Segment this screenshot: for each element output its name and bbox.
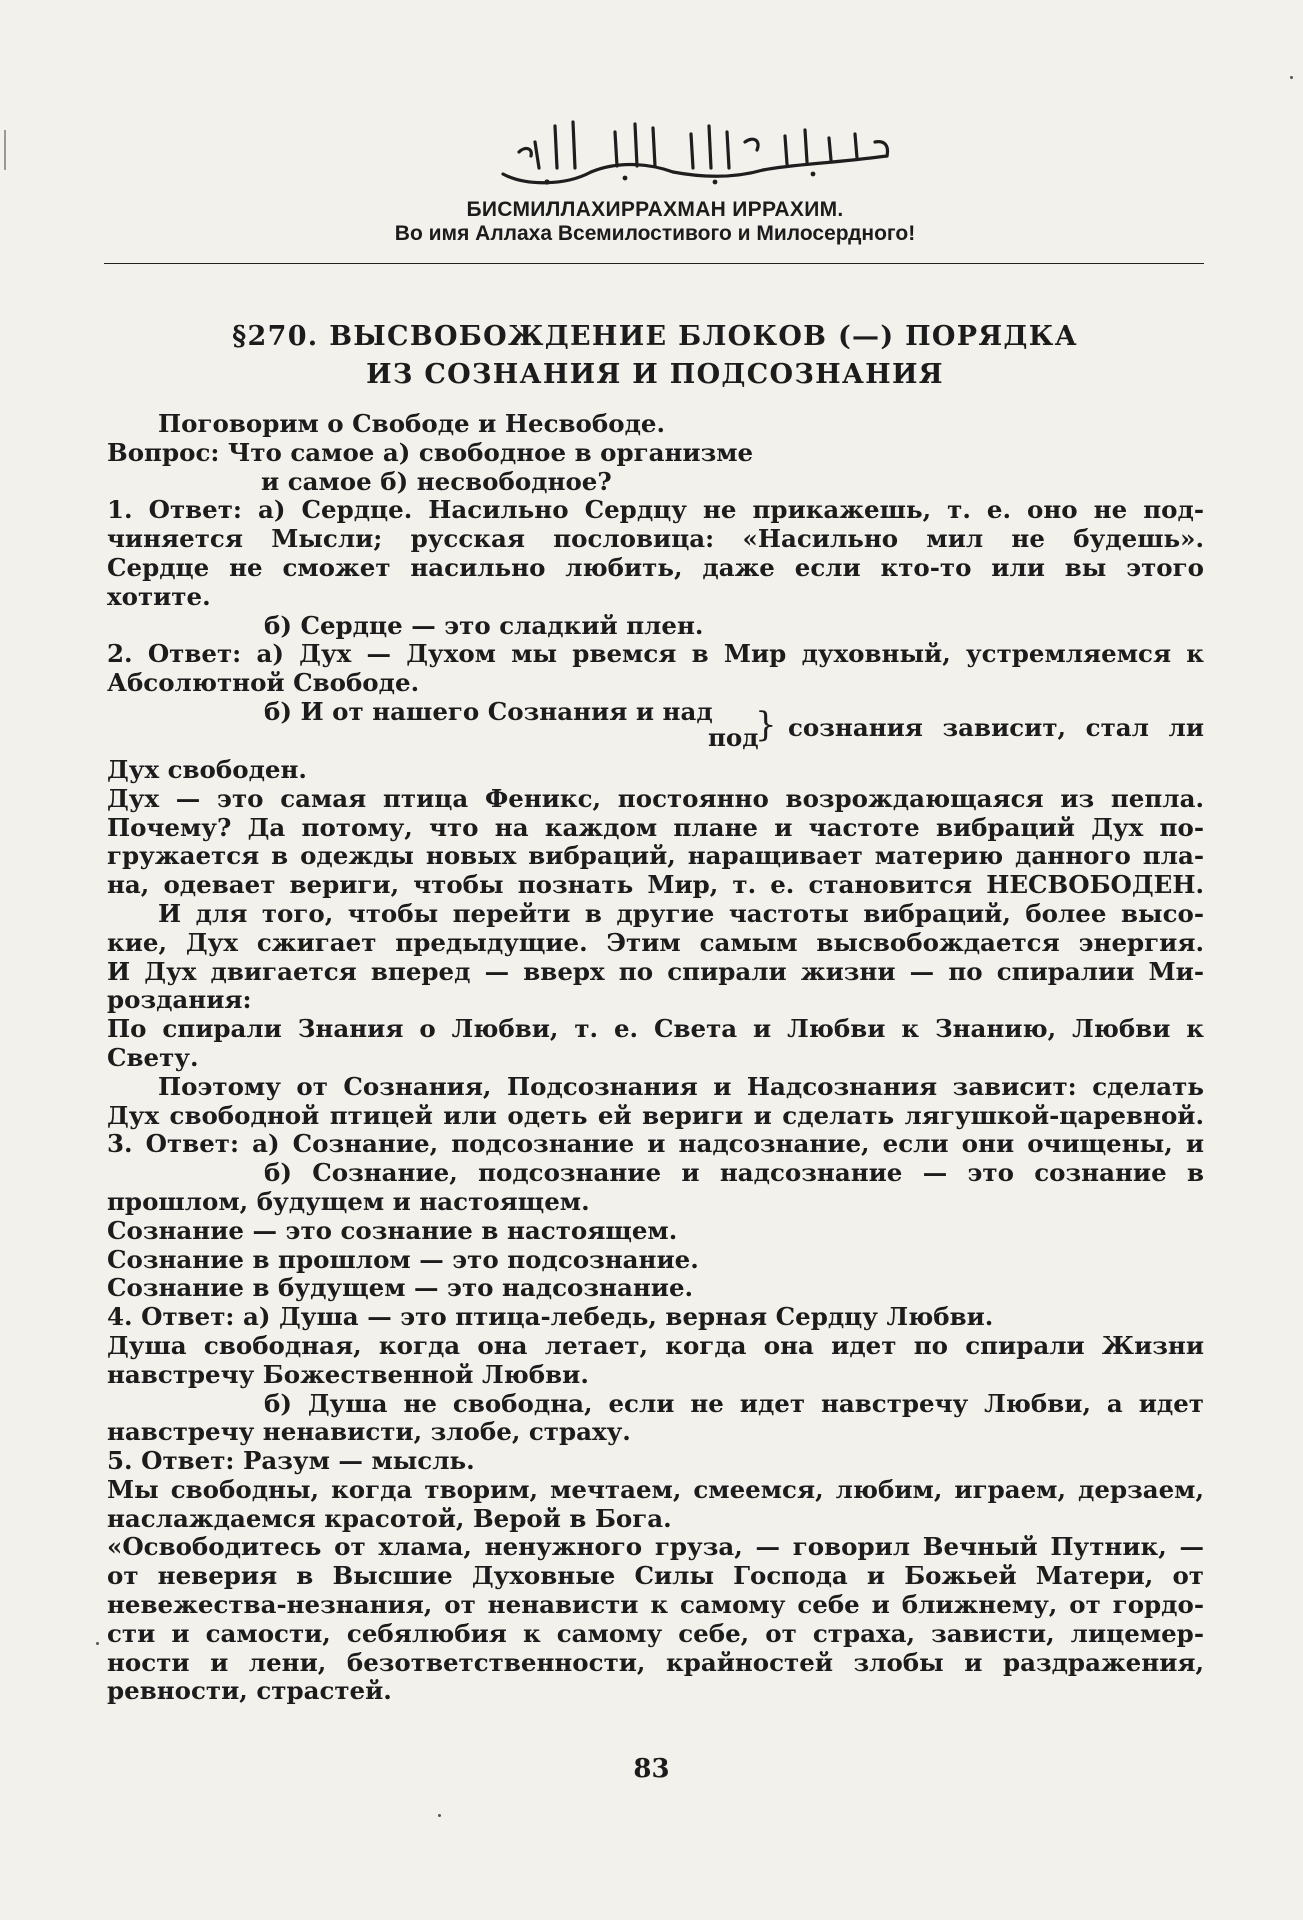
text-fragment: сознания зависит, стал ли <box>788 712 1204 742</box>
text-line: наслаждаемся красотой, Верой в Бога. <box>107 1504 672 1533</box>
scan-edge-mark <box>4 130 6 170</box>
text-line: ревности, страстей. <box>107 1677 392 1706</box>
text-line-with-brace <box>107 698 1204 756</box>
section-title-line-1: §270. ВЫСВОБОЖДЕНИЕ БЛОКОВ (—) ПОРЯДКА <box>232 321 1078 352</box>
text-line: Мы свободны, когда творим, мечтаем, смеемся, любим, играем, дерзаем, <box>107 1475 1204 1504</box>
text-line: хотите. <box>107 582 211 611</box>
text-line: и самое б) несвободное? <box>261 467 612 496</box>
print-speck <box>96 1642 99 1645</box>
text-line: По спирали Знания о Любви, т. е. Света и Любви к Знанию, Любви к <box>107 1015 1204 1044</box>
text-line: Почему? Да потому, что на каждом плане и частоте вибраций Дух по- <box>107 813 1204 842</box>
text-line: Вопрос: Что самое а) свободное в организме <box>107 438 754 467</box>
text-line: чиняется Мысли; русская пословица: «Насильно мил не будешь». <box>107 525 1204 554</box>
text-line: на, одевает вериги, чтобы познать Мир, т. е. становится НЕСВОБОДЕН. <box>107 871 1204 900</box>
text-line: Дух свободной птицей или одеть ей вериги и сделать лягушкой-царевной. <box>107 1101 1204 1130</box>
text-line: от неверия в Высшие Духовные Силы Господа и Божьей Матери, от <box>107 1562 1204 1591</box>
header-subtitle-transliteration: БИСМИЛЛАХИРРАХМАН ИРРАХИМ. <box>466 198 844 221</box>
text-line: И Дух двигается вперед — вверх по спирали жизни — по спиралии Ми- <box>107 957 1204 986</box>
text-line: б) Сознание, подсознание и надсознание — это сознание в <box>264 1159 1204 1188</box>
text-line: Дух свободен. <box>107 755 307 784</box>
brace-glyph: } <box>755 704 777 745</box>
text-line: кие, Дух сжигает предыдущие. Этим самым высвобождается энергия. <box>107 928 1204 957</box>
page-number: 83 <box>633 1754 670 1784</box>
text-line: роздания: <box>107 986 252 1015</box>
text-line: «Освободитесь от хлама, ненужного груза, — говорил Вечный Путник, — <box>107 1533 1204 1562</box>
text-line: ности и лени, безответственности, крайностей злобы и раздражения, <box>107 1648 1204 1677</box>
header-divider <box>104 263 1204 264</box>
text-line: б) Сердце — это сладкий плен. <box>264 611 704 640</box>
print-speck <box>438 1814 441 1817</box>
body-text <box>107 410 1204 1706</box>
text-line: прошлом, будущем и настоящем. <box>107 1187 590 1216</box>
text-line: гружается в одежды новых вибраций, наращивает материю данного пла- <box>107 842 1204 871</box>
text-line: сти и самости, себялюбия к самому себе, от страха, зависти, лицемер- <box>107 1619 1204 1648</box>
text-line: Сознание в прошлом — это подсознание. <box>107 1245 699 1274</box>
text-line: навстречу Божественной Любви. <box>107 1360 589 1389</box>
section-title-line-2: ИЗ СОЗНАНИЯ И ПОДСОЗНАНИЯ <box>366 359 944 390</box>
text-line: Абсолютной Свободе. <box>107 669 420 698</box>
text-fragment: б) И от нашего Сознания и над <box>264 696 713 726</box>
text-line: б) Душа не свободна, если не идет навстречу Любви, а идет <box>264 1389 1204 1418</box>
text-line: Сознание в будущем — это надсознание. <box>107 1274 694 1303</box>
text-line: Поговорим о Свободе и Несвободе. <box>158 410 666 438</box>
print-speck <box>1290 76 1293 79</box>
text-line: Сердце не сможет насильно любить, даже если кто-то или вы этого <box>107 553 1204 582</box>
text-fragment: под <box>708 722 759 752</box>
text-line: навстречу ненависти, злобе, страху. <box>107 1418 631 1447</box>
text-line: 1. Ответ: а) Сердце. Насильно Сердцу не прикажешь, т. е. оно не под- <box>107 496 1204 525</box>
bismillah-calligraphy-icon <box>495 112 895 190</box>
text-line: 3. Ответ: а) Сознание, подсознание и надсознание, если они очищены, и <box>107 1130 1204 1159</box>
text-line: 4. Ответ: а) Душа — это птица-лебедь, верная Сердцу Любви. <box>107 1303 994 1332</box>
header-subtitle-translation: Во имя Аллаха Всемилостивого и Милосердного! <box>394 222 916 245</box>
text-line: невежества-незнания, от ненависти к самому себе и ближнему, от гордо- <box>107 1591 1204 1620</box>
text-line: 5. Ответ: Разум — мысль. <box>107 1447 475 1476</box>
text-line: Душа свободная, когда она летает, когда она идет по спирали Жизни <box>107 1331 1204 1360</box>
text-line: Сознание — это сознание в настоящем. <box>107 1216 678 1245</box>
text-line: И для того, чтобы перейти в другие частоты вибраций, более высо- <box>158 899 1204 928</box>
text-line: 2. Ответ: а) Дух — Духом мы рвемся в Мир духовный, устремляемся к <box>107 640 1204 669</box>
text-line: Поэтому от Сознания, Подсознания и Надсознания зависит: сделать <box>158 1072 1204 1101</box>
text-line: Дух — это самая птица Феникс, постоянно возрождающаяся из пепла. <box>107 784 1204 813</box>
text-line: Свету. <box>107 1043 199 1072</box>
